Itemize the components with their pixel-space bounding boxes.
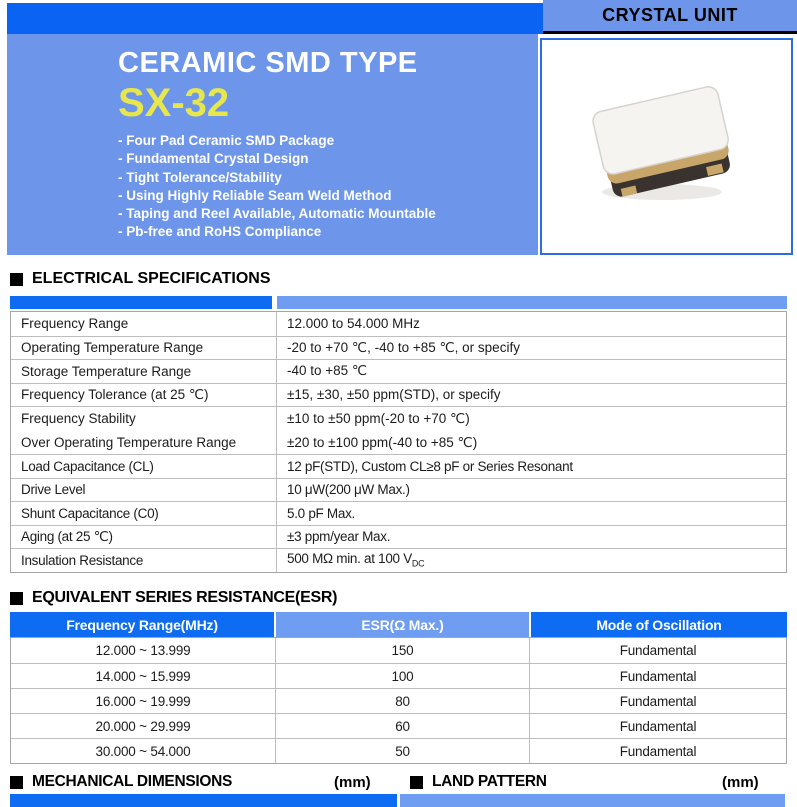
- esr-table-header: [10, 612, 787, 637]
- esr-table: [10, 612, 787, 764]
- crystal-unit-label: CRYSTAL UNIT: [602, 5, 738, 25]
- electrical-table-body: [10, 311, 787, 573]
- table-row: Load Capacitance (CL) 12 pF(STD), Custom CL≥8 pF or Series Resonant: [11, 454, 786, 478]
- table-row: 30.000 ~ 54.000 50 Fundamental: [11, 738, 786, 763]
- feature-item: - Pb-free and RoHS Compliance: [118, 224, 322, 240]
- electrical-section-header: [10, 270, 271, 288]
- section-square-icon: [10, 273, 23, 286]
- esr-col-mode: Mode of Oscillation: [531, 612, 787, 637]
- feature-item: - Fundamental Crystal Design: [118, 151, 309, 167]
- table-row: 16.000 ~ 19.999 80 Fundamental: [11, 688, 786, 713]
- mechanical-dimensions-title: MECHANICAL DIMENSIONS: [32, 773, 233, 790]
- top-accent-bar: [7, 3, 543, 34]
- table-row: Frequency Range 12.000 to 54.000 MHz: [11, 312, 786, 336]
- table-row: 20.000 ~ 29.999 60 Fundamental: [11, 713, 786, 738]
- product-photo-frame: [540, 38, 793, 255]
- table-row: Storage Temperature Range -40 to +85 ℃: [11, 359, 786, 383]
- hero-panel: [7, 34, 538, 255]
- table-row: 14.000 ~ 15.999 100 Fundamental: [11, 663, 786, 688]
- electrical-table-header: [10, 296, 787, 309]
- header-cell-value: [277, 296, 787, 309]
- table-row: Frequency Stability Over Operating Temperature Range ±10 to ±50 ppm(-20 to +70 ℃) ±20 to ±100 ppm(-40 to +85 ℃): [11, 406, 786, 454]
- esr-col-esr: ESR(Ω Max.): [276, 612, 529, 637]
- section-square-icon: [10, 592, 23, 605]
- land-pattern-header: [410, 773, 547, 791]
- table-row: Operating Temperature Range -20 to +70 ℃, -40 to +85 ℃, or specify: [11, 336, 786, 360]
- feature-item: - Taping and Reel Available, Automatic Mountable: [118, 206, 436, 222]
- electrical-section-title: ELECTRICAL SPECIFICATIONS: [32, 270, 271, 287]
- feature-item: - Tight Tolerance/Stability: [118, 169, 282, 185]
- mechanical-table-header-bar: [10, 794, 397, 807]
- crystal-unit-badge: [543, 0, 797, 34]
- section-square-icon: [410, 776, 423, 789]
- electrical-spec-table: [10, 296, 787, 573]
- mechanical-dimensions-header: [10, 773, 232, 791]
- table-row: Aging (at 25 ℃) ±3 ppm/year Max.: [11, 525, 786, 549]
- product-type-title: CERAMIC SMD TYPE: [118, 47, 418, 79]
- land-unit-label: (mm): [722, 774, 759, 791]
- table-row: Shunt Capacitance (C0) 5.0 pF Max.: [11, 501, 786, 525]
- esr-section-title: EQUIVALENT SERIES RESISTANCE(ESR): [32, 589, 338, 606]
- land-pattern-header-bar: [400, 794, 785, 807]
- model-name: SX-32: [118, 81, 230, 125]
- esr-table-body: [10, 637, 787, 764]
- vdc-subscript: DC: [411, 559, 425, 570]
- header-cell-parameter: [10, 296, 272, 309]
- feature-list: [118, 132, 538, 242]
- feature-item: - Using Highly Reliable Seam Weld Method: [118, 187, 392, 203]
- section-square-icon: [10, 776, 23, 789]
- land-pattern-title: LAND PATTERN: [432, 773, 547, 790]
- mechanical-unit-label: (mm): [334, 774, 371, 791]
- esr-col-frequency: Frequency Range(MHz): [10, 612, 274, 637]
- table-row: Frequency Tolerance (at 25 ℃) ±15, ±30, ±50 ppm(STD), or specify: [11, 383, 786, 407]
- crystal-component-photo: [542, 40, 791, 253]
- feature-item: - Four Pad Ceramic SMD Package: [118, 133, 335, 148]
- table-row: 12.000 ~ 13.999 150 Fundamental: [11, 638, 786, 663]
- table-row: Drive Level 10 μW(200 μW Max.): [11, 478, 786, 502]
- esr-section-header: [10, 589, 337, 607]
- table-row: Insulation Resistance 500 MΩ min. at 100 $V_{DC}$: [11, 548, 786, 572]
